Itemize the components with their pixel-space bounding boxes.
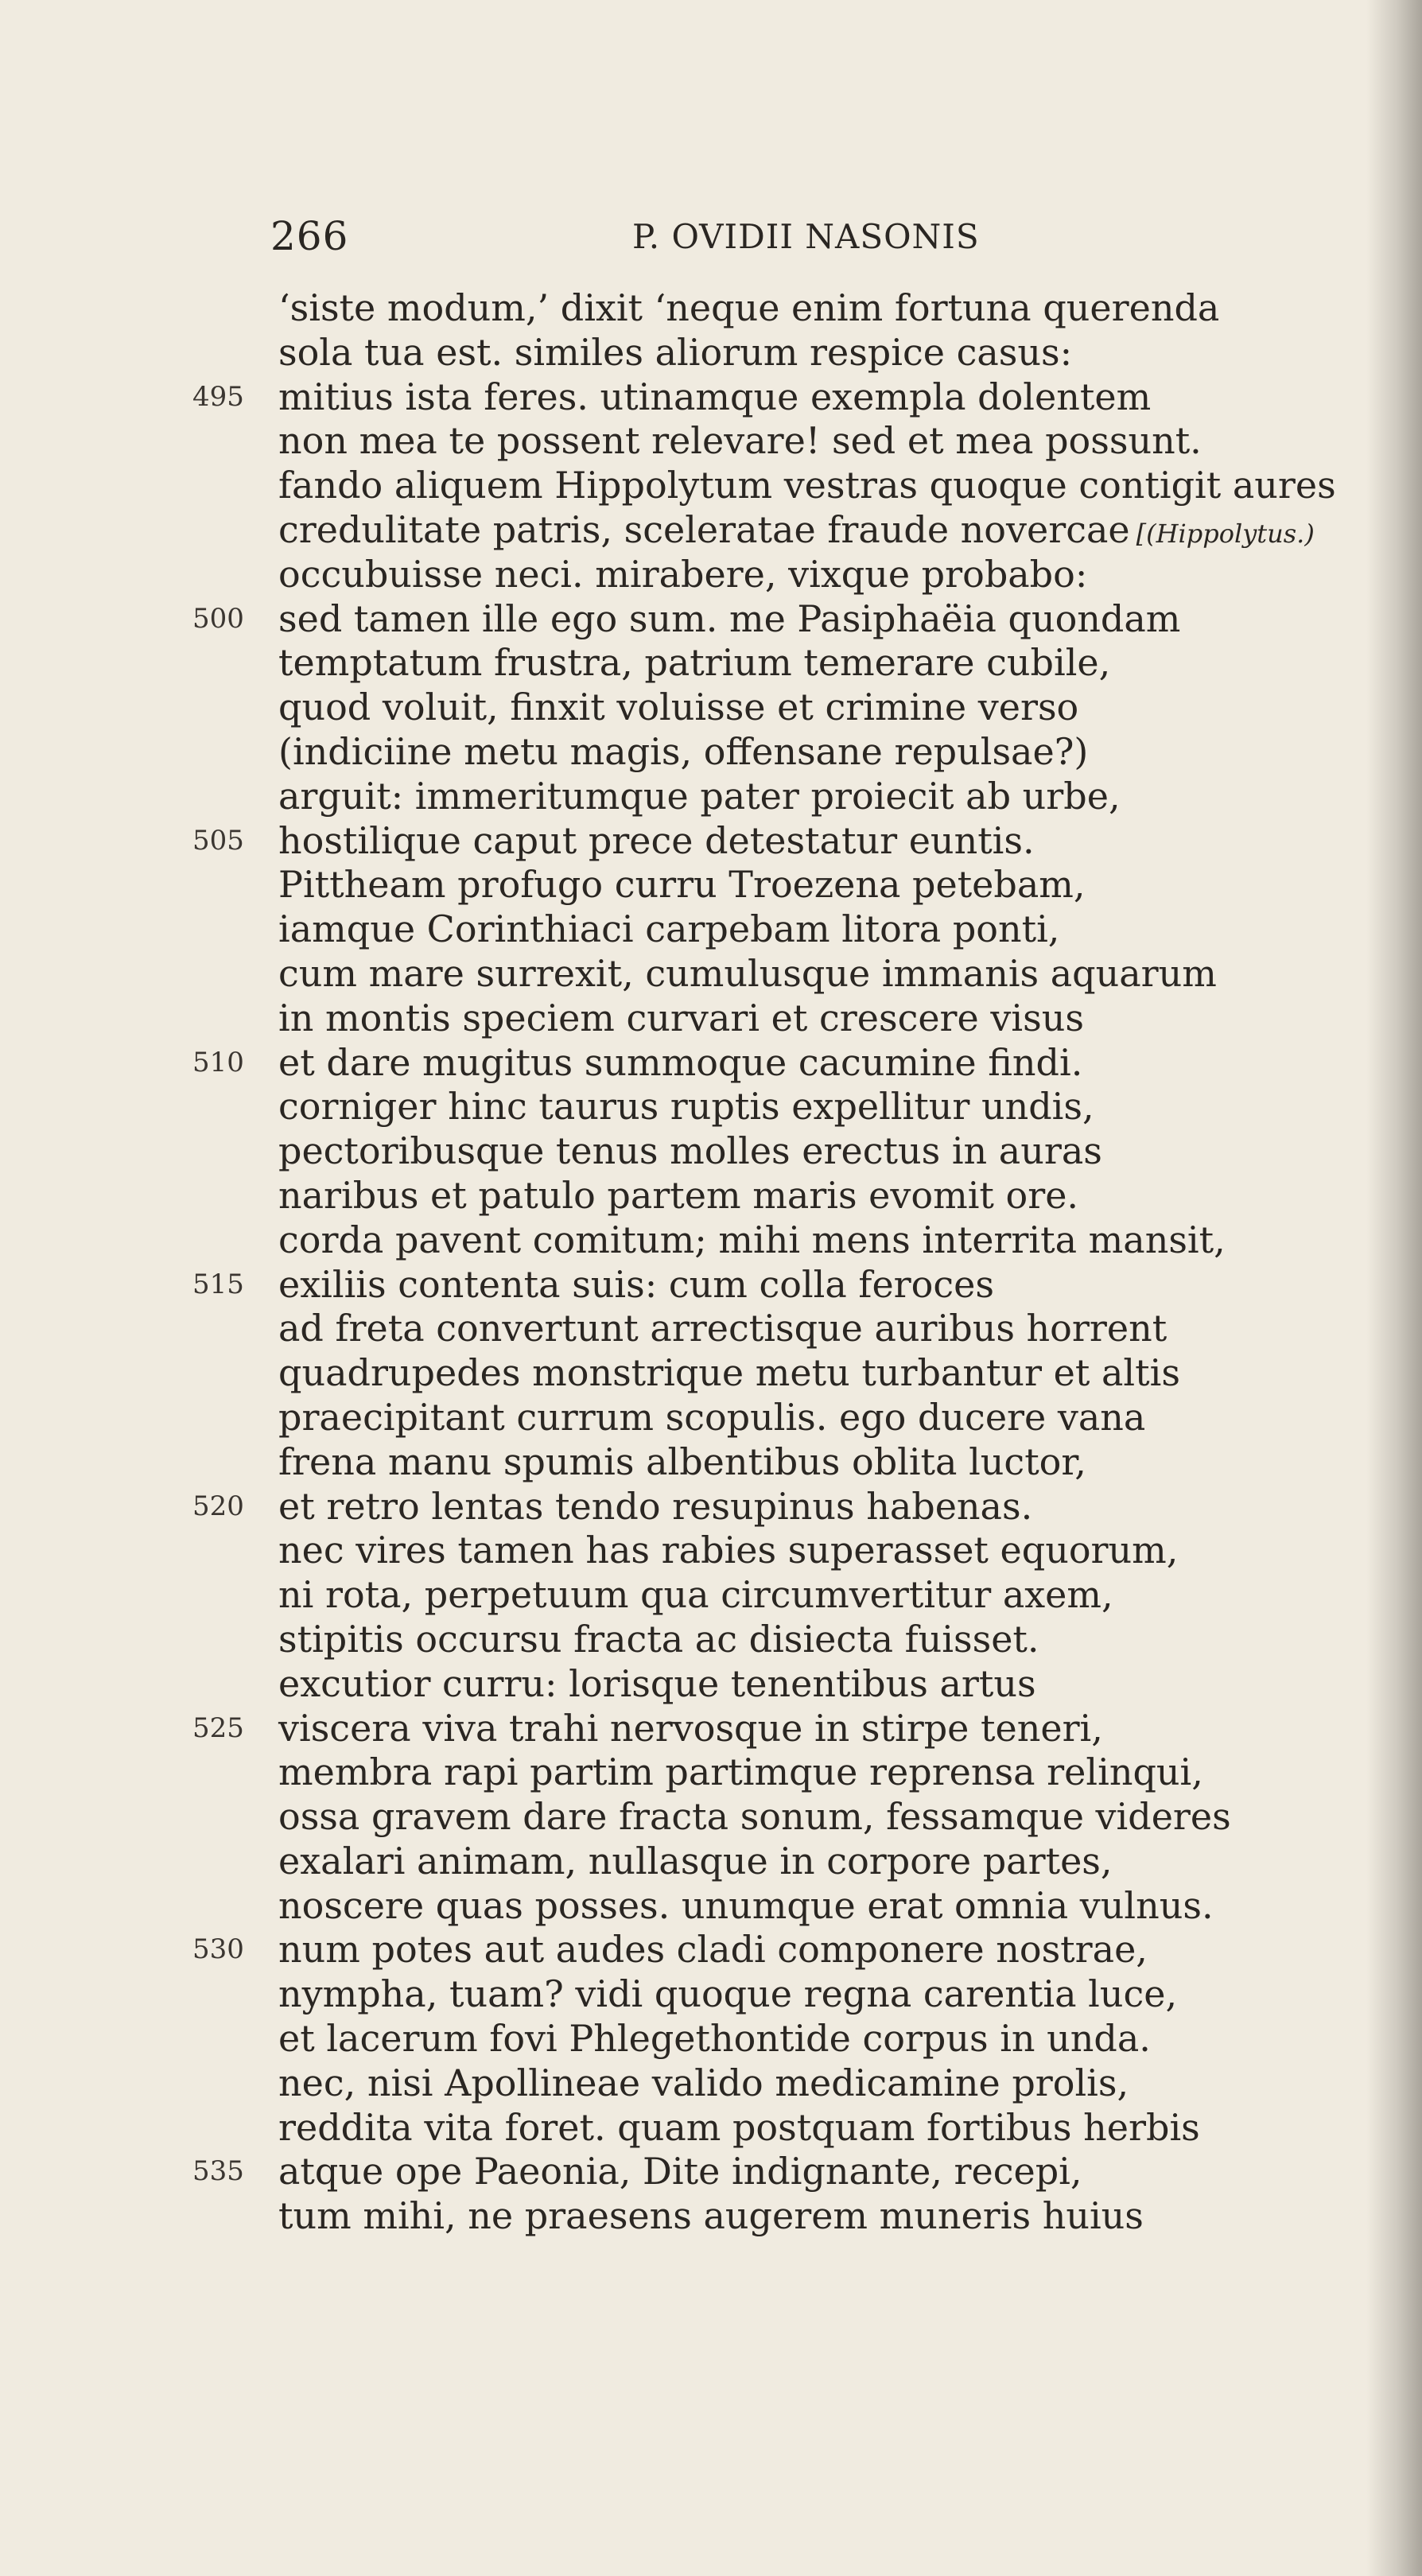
verse-line-main: sed tamen ille ego sum. me Pasiphaëia quondam: [278, 596, 1181, 640]
verse-line-text: [278, 1440, 1086, 1485]
verse-line: [0, 2017, 1422, 2061]
verse-line: [0, 508, 1422, 553]
verse-line: [0, 1396, 1422, 1440]
verse-line-text: [278, 730, 1088, 775]
verse-line-main: nec, nisi Apollineae valido medicamine prolis,: [278, 2061, 1129, 2104]
verse-line-main: viscera viva trahi nervosque in stirpe teneri,: [278, 1706, 1103, 1750]
verse-line-main: nympha, tuam? vidi quoque regna carentia luce,: [278, 1972, 1178, 2016]
line-number: 500: [192, 602, 244, 635]
verse-line-text: [278, 997, 1084, 1041]
verse-line-text: [278, 775, 1121, 819]
verse-line-main: num potes aut audes cladi componere nostrae,: [278, 1928, 1148, 1972]
line-number: 525: [192, 1712, 244, 1744]
verse-line-main: stipitis occursu fracta ac disiecta fuisset.: [278, 1617, 1039, 1661]
page-header: [270, 213, 1066, 269]
verse-line-text: [278, 1972, 1177, 2017]
line-number: 495: [192, 380, 244, 413]
verse-line: [0, 1085, 1422, 1129]
verse-line-text: [278, 2106, 1200, 2151]
verse-line-text: [278, 1750, 1203, 1795]
verse-line: [0, 2106, 1422, 2151]
verse-line-main: et dare mugitus summoque cacumine findi.: [278, 1040, 1083, 1084]
line-number: 510: [192, 1046, 244, 1078]
verse-line: [0, 1041, 1422, 1086]
verse-line-main: atque ope Paeonia, Dite indignante, recepi,: [278, 2150, 1082, 2193]
running-head: P. OVIDII NASONIS: [632, 217, 980, 256]
verse-line-main: sola tua est. similes aliorum respice casus:: [278, 330, 1073, 374]
verse-line-text: [278, 1218, 1226, 1263]
verse-line-main: exiliis contenta suis: cum colla feroces: [278, 1262, 994, 1306]
line-number: 530: [192, 1933, 244, 1966]
verse-line: [0, 2194, 1422, 2239]
verse-line: [0, 730, 1422, 775]
verse-line: [0, 819, 1422, 864]
verse-line-main: (indiciine metu magis, offensane repulsae?): [278, 729, 1089, 773]
verse-line: [0, 863, 1422, 907]
verse-line-main: occubuisse neci. mirabere, vixque probabo:: [278, 552, 1088, 596]
verse-line-text: [278, 1351, 1180, 1396]
line-number: 520: [192, 1490, 244, 1522]
verse-line-main: frena manu spumis albentibus oblita luctor,: [278, 1440, 1086, 1483]
verse-line-main: ossa gravem dare fracta sonum, fessamque videres: [278, 1795, 1231, 1839]
verse-line: [0, 1218, 1422, 1263]
verse-line-main: cum mare surrexit, cumulusque immanis aquarum: [278, 951, 1217, 995]
verse-line-text: [278, 419, 1202, 464]
verse-line-text: [278, 2150, 1082, 2194]
verse-line-main: excutior curru: lorisque tenentibus artus: [278, 1661, 1036, 1705]
verse-line: [0, 952, 1422, 997]
verse-line: [0, 1351, 1422, 1396]
verse-line-main: ‘siste modum,’ dixit ‘neque enim fortuna querenda: [278, 286, 1220, 329]
line-number: 535: [192, 2155, 244, 2188]
verse-line-text: [278, 863, 1086, 907]
verse-line-main: ad freta convertunt arrectisque auribus horrent: [278, 1307, 1168, 1350]
verse-line: [0, 775, 1422, 819]
verse-line: [0, 1972, 1422, 2017]
verse-line: [0, 1129, 1422, 1174]
verse-line-text: [278, 1307, 1167, 1351]
verse-line-main: reddita vita foret. quam postquam fortibus herbis: [278, 2105, 1200, 2149]
verse-line: [0, 1840, 1422, 1884]
verse-line-text: [278, 1263, 994, 1307]
verse-line-text: [278, 2061, 1129, 2106]
verse-line-text: [278, 1795, 1231, 1840]
page-number: 266: [270, 213, 349, 259]
verse-line: [0, 1174, 1422, 1218]
verse-line-text: [278, 508, 1315, 557]
verse-line-main: credulitate patris, sceleratae fraude novercae: [278, 507, 1130, 551]
verse-line-main: pectoribusque tenus molles erectus in auras: [278, 1129, 1102, 1173]
verse-line: [0, 997, 1422, 1041]
verse-line: [0, 1795, 1422, 1840]
marginal-note: [(Hippolytus.): [1136, 518, 1315, 549]
verse-line-main: iamque Corinthiaci carpebam litora ponti,: [278, 907, 1060, 951]
verse-line-text: [278, 1129, 1102, 1174]
verse-line: [0, 375, 1422, 420]
verse-line-main: hostilique caput prece detestatur euntis.: [278, 818, 1035, 862]
verse-line-main: quod voluit, finxit voluisse et crimine verso: [278, 686, 1079, 729]
verse-line: [0, 1263, 1422, 1307]
verse-line-main: in montis speciem curvari et crescere visus: [278, 996, 1084, 1039]
verse-line-text: [278, 2194, 1144, 2239]
verse-line-main: naribus et patulo partem maris evomit ore.: [278, 1173, 1079, 1217]
verse-line-text: [278, 1396, 1145, 1440]
verse-line: [0, 553, 1422, 597]
verse-line: [0, 331, 1422, 375]
verse-line: [0, 1573, 1422, 1618]
verse-line-text: [278, 1529, 1178, 1573]
verse-line-text: [278, 1485, 1032, 1529]
verse-line-text: [278, 1618, 1039, 1662]
verse-line-text: [278, 1041, 1082, 1086]
verse-line-main: exalari animam, nullasque in corpore partes,: [278, 1839, 1113, 1882]
verse-line-text: [278, 952, 1217, 997]
verse-line-main: membra rapi partim partimque reprensa relinqui,: [278, 1750, 1203, 1794]
verse-line: [0, 686, 1422, 730]
verse-line-main: ni rota, perpetuum qua circumvertitur axem,: [278, 1573, 1113, 1617]
verse-line-main: mitius ista feres. utinamque exempla dolentem: [278, 375, 1152, 418]
verse-line-main: corda pavent comitum; mihi mens interrita mansit,: [278, 1218, 1226, 1261]
verse-text-block: [0, 286, 1422, 2239]
verse-line-main: non mea te possent relevare! sed et mea possunt.: [278, 419, 1202, 463]
verse-line: [0, 464, 1422, 508]
verse-line-text: [278, 553, 1087, 597]
verse-line: [0, 1307, 1422, 1351]
verse-line-main: temptatum frustra, patrium temerare cubile,: [278, 641, 1111, 685]
verse-line: [0, 2150, 1422, 2194]
verse-line: [0, 1485, 1422, 1529]
verse-line-text: [278, 819, 1035, 864]
verse-line: [0, 907, 1422, 952]
verse-line: [0, 1529, 1422, 1573]
verse-line-main: corniger hinc taurus ruptis expellitur undis,: [278, 1085, 1094, 1129]
verse-line-main: tum mihi, ne praesens augerem muneris huius: [278, 2194, 1144, 2238]
verse-line: [0, 286, 1422, 331]
verse-line: [0, 1884, 1422, 1929]
verse-line-main: et retro lentas tendo resupinus habenas.: [278, 1484, 1033, 1528]
verse-line-text: [278, 1573, 1113, 1618]
verse-line-main: arguit: immeritumque pater proiecit ab urbe,: [278, 774, 1121, 818]
verse-line: [0, 2061, 1422, 2106]
verse-line-text: [278, 331, 1072, 375]
verse-line: [0, 641, 1422, 686]
verse-line-text: [278, 1884, 1214, 1929]
verse-line-main: Pittheam profugo curru Troezena petebam,: [278, 863, 1086, 907]
verse-line-text: [278, 597, 1180, 642]
verse-line-text: [278, 2017, 1151, 2061]
verse-line-text: [278, 686, 1078, 730]
verse-line-main: noscere quas posses. unumque erat omnia vulnus.: [278, 1883, 1214, 1927]
verse-line: [0, 1928, 1422, 1972]
verse-line-text: [278, 464, 1336, 508]
verse-line-text: [278, 1662, 1036, 1707]
verse-line: [0, 597, 1422, 642]
verse-line: [0, 1618, 1422, 1662]
line-number: 505: [192, 824, 244, 857]
verse-line-text: [278, 1928, 1148, 1972]
verse-line: [0, 1440, 1422, 1485]
verse-line-text: [278, 1707, 1103, 1751]
verse-line-main: et lacerum fovi Phlegethontide corpus in unda.: [278, 2017, 1151, 2061]
verse-line: [0, 1707, 1422, 1751]
verse-line-main: praecipitant currum scopulis. ego ducere vana: [278, 1395, 1146, 1439]
line-number: 515: [192, 1268, 244, 1300]
verse-line-main: nec vires tamen has rabies superasset equorum,: [278, 1529, 1179, 1572]
verse-line-main: fando aliquem Hippolytum vestras quoque contigit aures: [278, 464, 1336, 507]
verse-line-text: [278, 1840, 1113, 1884]
verse-line: [0, 1750, 1422, 1795]
verse-line-text: [278, 907, 1059, 952]
verse-line-text: [278, 641, 1110, 686]
verse-line: [0, 1662, 1422, 1707]
verse-line-text: [278, 375, 1151, 420]
verse-line-text: [278, 1085, 1094, 1129]
verse-line-main: quadrupedes monstrique metu turbantur et altis: [278, 1351, 1180, 1395]
verse-line-text: [278, 286, 1219, 331]
verse-line: [0, 419, 1422, 464]
verse-line-text: [278, 1174, 1078, 1218]
